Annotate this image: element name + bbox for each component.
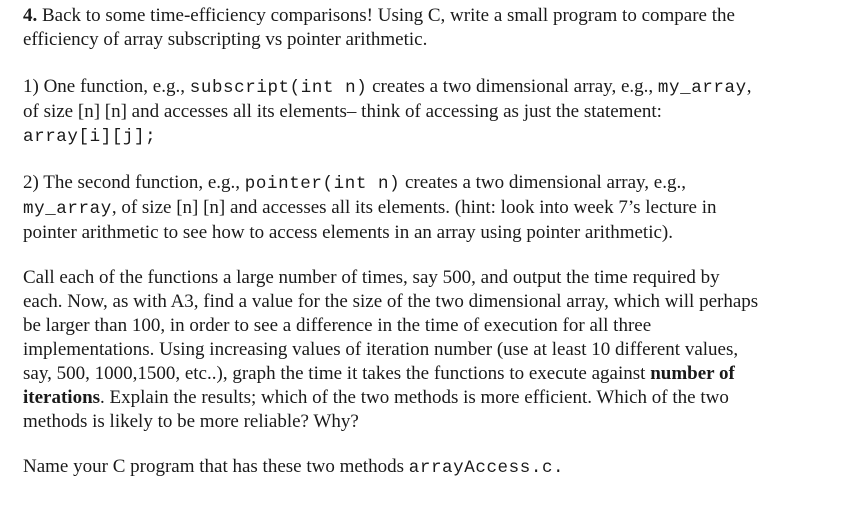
part2-line-3: pointer arithmetic to see how to access elements in an array using pointer arithmetic). bbox=[23, 222, 673, 243]
my-array-code: my_array bbox=[657, 78, 747, 98]
instructions-line-7: methods is likely to be more reliable? Why? bbox=[23, 411, 359, 432]
array-access-code: array[i][j]; bbox=[23, 127, 157, 147]
instructions-line-1: Call each of the functions a large number of times, say 500, and output the time required by bbox=[23, 267, 720, 288]
instructions-line-5: say, 500, 1000,1500, etc..), graph the time it takes the functions to execute against number of bbox=[23, 363, 735, 384]
pointer-function-code: pointer(int n) bbox=[244, 174, 401, 194]
my-array-code-2: my_array bbox=[23, 199, 112, 219]
instructions-line-6: iterations. Explain the results; which of the two methods is more efficient. Which of the two bbox=[23, 387, 729, 408]
question-intro-line-1: 4. Back to some time-efficiency comparisons! Using C, write a small program to compare the bbox=[23, 5, 735, 26]
iterations-bold: iterations bbox=[23, 387, 101, 408]
question-number: 4. bbox=[23, 5, 38, 26]
program-filename-code: arrayAccess.c. bbox=[408, 458, 565, 478]
subscript-function-code: subscript(int n) bbox=[189, 78, 368, 98]
assignment-document bbox=[23, 4, 843, 480]
question-intro-line-2: efficiency of array subscripting vs pointer arithmetic. bbox=[23, 29, 428, 50]
part2-line-2: my_array, of size [n] [n] and accesses all its elements. (hint: look into week 7’s lecture in bbox=[23, 197, 717, 219]
part2-line-1: 2) The second function, e.g., pointer(int n) creates a two dimensional array, e.g., bbox=[23, 172, 686, 194]
closing-line: Name your C program that has these two methods arrayAccess.c. bbox=[23, 456, 565, 478]
instructions-line-4: implementations. Using increasing values of iteration number (use at least 10 different values, bbox=[23, 339, 739, 360]
part1-line-1: 1) One function, e.g., subscript(int n) creates a two dimensional array, e.g., my_array, bbox=[23, 76, 752, 98]
number-of-bold: number of bbox=[650, 363, 735, 384]
part1-line-3 bbox=[23, 124, 843, 149]
instructions-line-3: be larger than 100, in order to see a difference in the time of execution for all three bbox=[23, 315, 652, 336]
part1-line-2: of size [n] [n] and accesses all its elements– think of accessing as just the statement: bbox=[23, 101, 662, 122]
instructions-line-2: each. Now, as with A3, find a value for the size of the two dimensional array, which will perhaps bbox=[23, 291, 759, 312]
